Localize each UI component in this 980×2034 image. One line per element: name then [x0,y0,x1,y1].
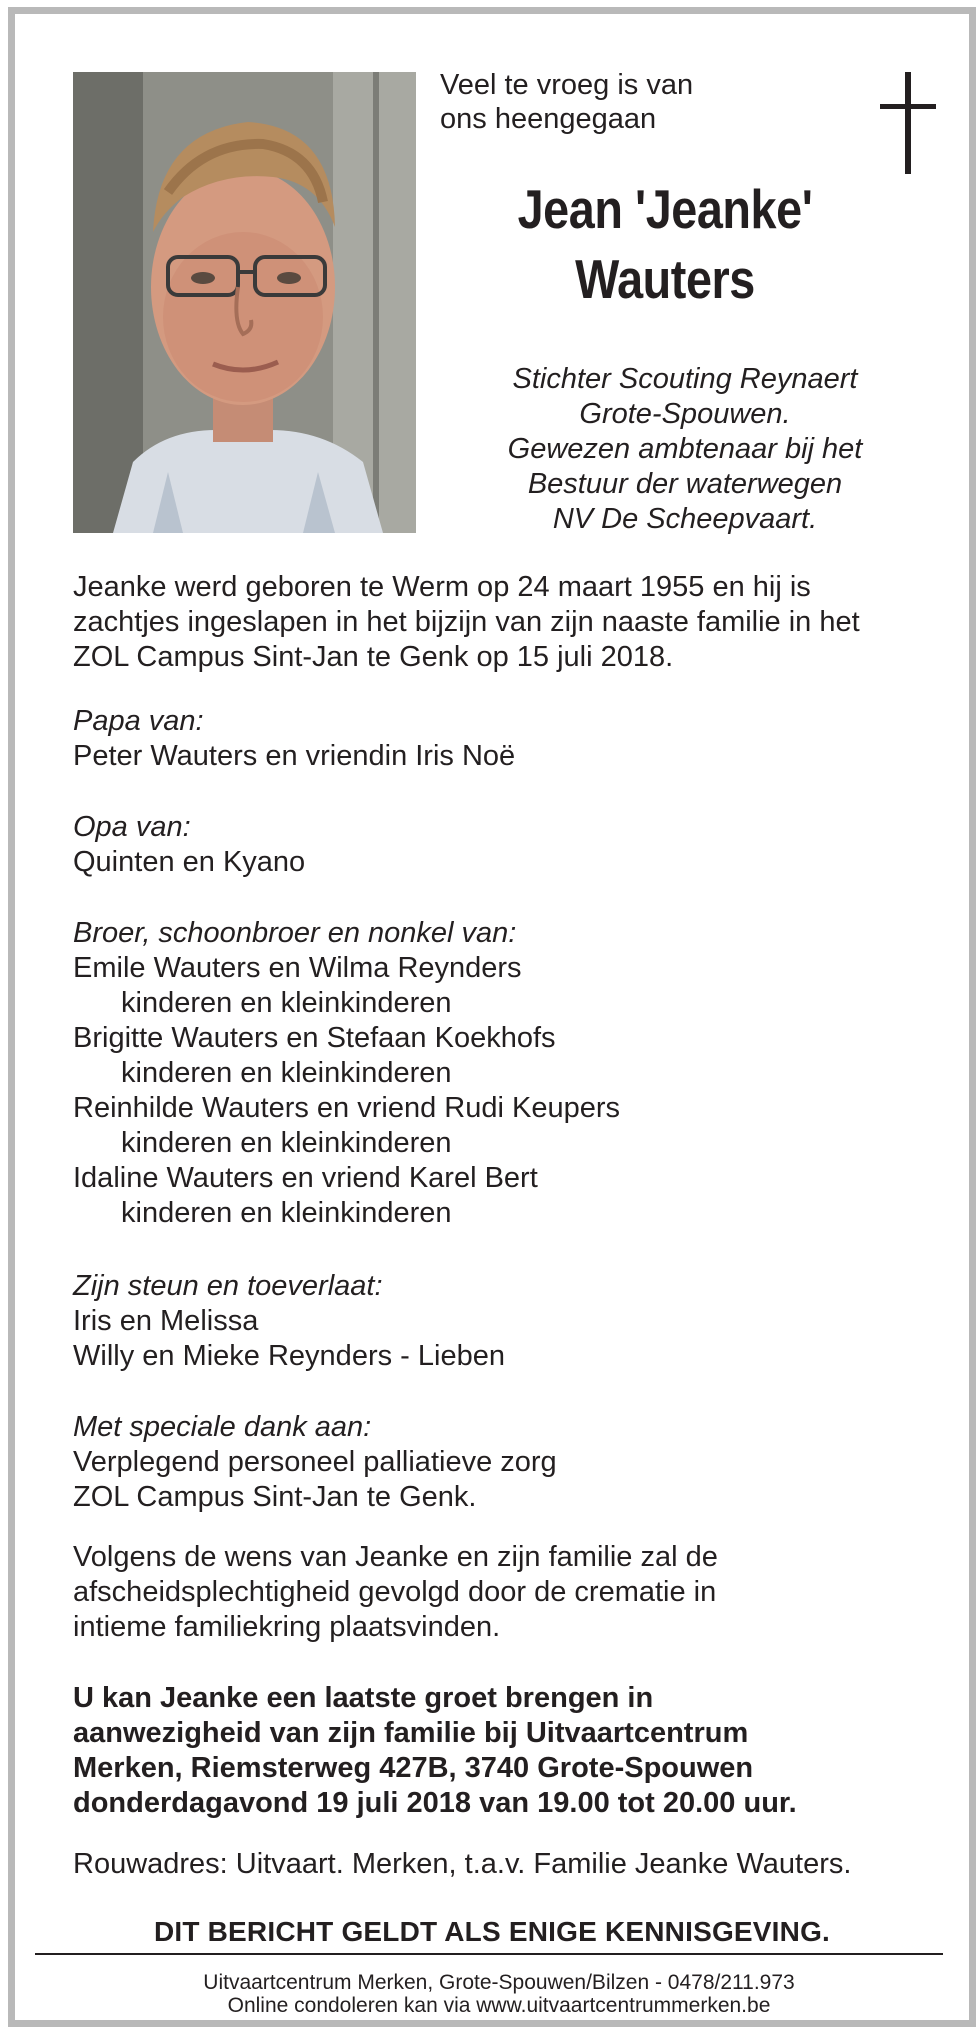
paragraph-line: U kan Jeanke een laatste groet brengen in [73,1682,654,1714]
family-entry: Idaline Wauters en vriend Karel Bert [73,1162,538,1194]
role-line: NV De Scheepvaart. [552,503,818,535]
role-line: Bestuur der waterwegen [527,468,843,500]
section-line: Peter Wauters en vriendin Iris Noë [73,740,516,772]
family-entry-sub: kinderen en kleinkinderen [121,1197,452,1229]
cross-icon [880,72,936,179]
section-label: Broer, schoonbroer en nonkel van: [73,917,517,949]
steun-section [73,1269,953,1374]
family-entry: Reinhilde Wauters en vriend Rudi Keupers [73,1092,620,1124]
notice-statement: DIT BERICHT GELDT ALS ENIGE KENNISGEVING. [153,1916,831,1947]
footer-divider [35,1953,943,1955]
family-entry-sub: kinderen en kleinkinderen [121,987,452,1019]
section-label: Opa van: [73,811,191,843]
dank-section [73,1410,953,1515]
section-line: Iris en Melissa [73,1305,259,1337]
role-line: Stichter Scouting Reynaert [512,363,858,395]
intro-line-1: Veel te vroeg is van [440,69,694,101]
section-label: Met speciale dank aan: [73,1411,372,1443]
paragraph-line: aanwezigheid van zijn familie bij Uitvaartcentrum [73,1717,749,1749]
name-line-2: Wauters [575,248,755,310]
role-line: Grote-Spouwen. [579,398,791,430]
family-entry: Brigitte Wauters en Stefaan Koekhofs [73,1022,556,1054]
paragraph-line: Volgens de wens van Jeanke en zijn familie zal de [73,1541,718,1573]
portrait-photo [73,72,416,533]
family-entry: Emile Wauters en Wilma Reynders [73,952,522,984]
section-label: Papa van: [73,705,204,737]
footer-website: Online condoleren kan via www.uitvaartcentrummerken.be [227,1994,771,2017]
roles-block [435,362,935,537]
role-line: Gewezen ambtenaar bij het [507,433,863,465]
opa-section [73,810,953,880]
paragraph-line: ZOL Campus Sint-Jan te Genk op 15 juli 2018. [73,641,674,673]
wish-paragraph [73,1540,953,1645]
section-line: Quinten en Kyano [73,846,306,878]
portrait-icon [73,72,416,533]
family-entry-sub: kinderen en kleinkinderen [121,1127,452,1159]
visit-paragraph [73,1681,953,1821]
footer-contact: Uitvaartcentrum Merken, Grote-Spouwen/Bilzen - 0478/211.973 [203,1971,795,1994]
intro-line-2: ons heengegaan [440,103,657,135]
name-line-1: Jean 'Jeanke' [517,178,813,240]
section-line: ZOL Campus Sint-Jan te Genk. [73,1481,477,1513]
papa-section [73,704,953,774]
deceased-name [461,174,869,314]
section-line: Willy en Mieke Reynders - Lieben [73,1340,505,1372]
address-line: Rouwadres: Uitvaart. Merken, t.a.v. Familie Jeanke Wauters. [73,1848,852,1880]
broer-section [73,916,953,1231]
paragraph-line: zachtjes ingeslapen in het bijzijn van zijn naaste familie in het [73,606,860,638]
birth-death-paragraph [73,570,953,675]
paragraph-line: intieme familiekring plaatsvinden. [73,1611,501,1643]
paragraph-line: afscheidsplechtigheid gevolgd door de crematie in [73,1576,717,1608]
paragraph-line: Merken, Riemsterweg 427B, 3740 Grote-Spouwen [73,1752,754,1784]
paragraph-line: Jeanke werd geboren te Werm op 24 maart 1955 en hij is [73,571,811,603]
section-line: Verplegend personeel palliatieve zorg [73,1446,557,1478]
death-notice-frame [8,7,976,2027]
section-label: Zijn steun en toeverlaat: [73,1270,383,1302]
family-entry-sub: kinderen en kleinkinderen [121,1057,452,1089]
intro-text [440,68,693,136]
paragraph-line: donderdagavond 19 juli 2018 van 19.00 tot 20.00 uur. [73,1787,797,1819]
